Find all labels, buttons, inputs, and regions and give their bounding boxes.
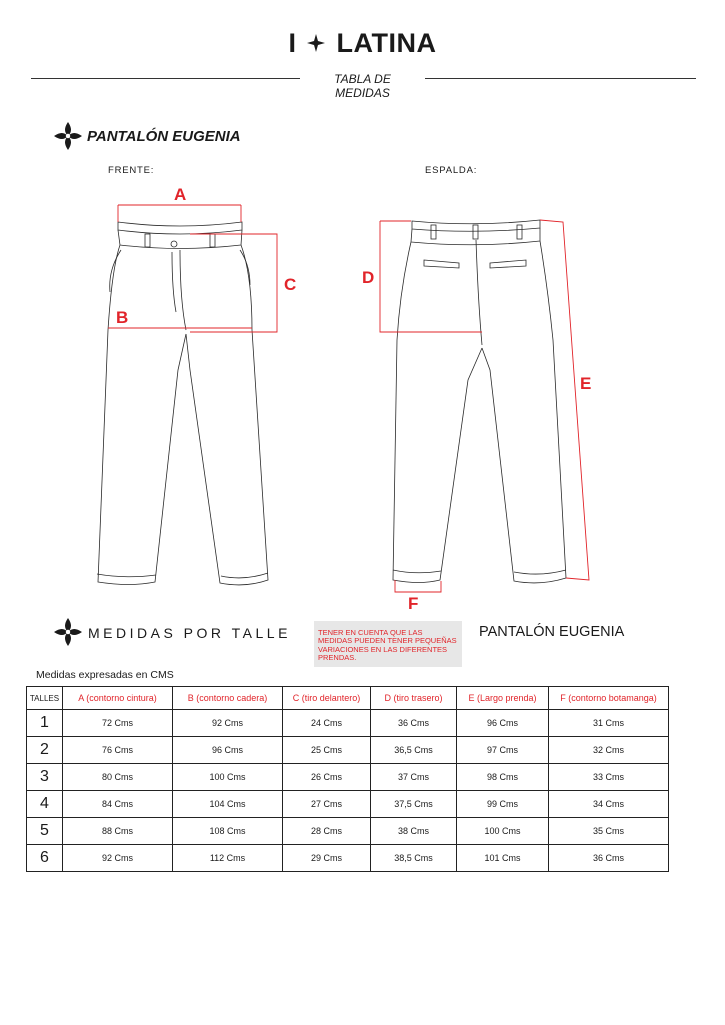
measure-letter-c: C [284, 275, 297, 294]
table-cell: 28 Cms [283, 818, 371, 845]
table-header-cell: TALLES [27, 687, 63, 710]
front-view-drawing [97, 222, 268, 585]
table-cell: 76 Cms [63, 737, 173, 764]
brand-logo [0, 28, 725, 59]
table-cell: 32 Cms [549, 737, 669, 764]
table-cell: 72 Cms [63, 710, 173, 737]
table-cell: 84 Cms [63, 791, 173, 818]
table-cell: 108 Cms [173, 818, 283, 845]
product-name: PANTALÓN EUGENIA [479, 624, 625, 640]
table-row [27, 845, 669, 872]
four-point-star-icon [307, 34, 325, 52]
size-cell: 4 [27, 791, 63, 818]
table-cell: 36 Cms [371, 710, 457, 737]
table-header-cell: E (Largo prenda) [457, 687, 549, 710]
table-cell: 112 Cms [173, 845, 283, 872]
table-cell: 35 Cms [549, 818, 669, 845]
table-cell: 92 Cms [63, 845, 173, 872]
table-cell: 101 Cms [457, 845, 549, 872]
back-measure-guides [380, 220, 592, 592]
size-cell: 1 [27, 710, 63, 737]
back-view-drawing [393, 220, 566, 583]
measure-letter-f: F [408, 594, 419, 613]
table-cell: 37,5 Cms [371, 791, 457, 818]
table-cell: 34 Cms [549, 791, 669, 818]
table-cell: 37 Cms [371, 764, 457, 791]
brand-right: LATINA [336, 28, 437, 58]
table-cell: 97 Cms [457, 737, 549, 764]
table-cell: 36 Cms [549, 845, 669, 872]
table-cell: 36,5 Cms [371, 737, 457, 764]
table-row [27, 818, 669, 845]
measure-letter-e: E [580, 374, 592, 393]
table-cell: 31 Cms [549, 710, 669, 737]
table-row [27, 764, 669, 791]
table-cell: 33 Cms [549, 764, 669, 791]
table-header-cell: F (contorno botamanga) [549, 687, 669, 710]
brand-left: I [288, 28, 297, 58]
size-cell: 5 [27, 818, 63, 845]
size-cell: 6 [27, 845, 63, 872]
table-cell: 92 Cms [173, 710, 283, 737]
table-cell: 100 Cms [173, 764, 283, 791]
page-subtitle [300, 72, 425, 100]
table-row [27, 737, 669, 764]
table-header-row [27, 687, 669, 710]
size-cell: 3 [27, 764, 63, 791]
pants-technical-drawing [0, 175, 725, 615]
sizes-heading: MEDIDAS POR TALLE [88, 625, 291, 641]
table-cell: 26 Cms [283, 764, 371, 791]
quatrefoil-star-icon [53, 121, 83, 151]
table-cell: 38 Cms [371, 818, 457, 845]
table-cell: 100 Cms [457, 818, 549, 845]
table-header-cell: D (tiro trasero) [371, 687, 457, 710]
measure-letter-a: A [174, 185, 187, 204]
table-row [27, 710, 669, 737]
table-cell: 104 Cms [173, 791, 283, 818]
table-cell: 80 Cms [63, 764, 173, 791]
front-label: FRENTE: [108, 165, 155, 176]
table-row [27, 791, 669, 818]
table-cell: 98 Cms [457, 764, 549, 791]
table-cell: 27 Cms [283, 791, 371, 818]
header-rule-right [404, 78, 696, 79]
table-cell: 24 Cms [283, 710, 371, 737]
quatrefoil-star-icon [53, 617, 83, 647]
table-cell: 29 Cms [283, 845, 371, 872]
table-cell: 88 Cms [63, 818, 173, 845]
subtitle-line-2: MEDIDAS [335, 86, 390, 100]
table-cell: 99 Cms [457, 791, 549, 818]
table-cell: 96 Cms [173, 737, 283, 764]
table-cell: 38,5 Cms [371, 845, 457, 872]
subtitle-line-1: TABLA DE [334, 72, 391, 86]
measure-letter-b: B [116, 308, 129, 327]
table-header-cell: A (contorno cintura) [63, 687, 173, 710]
variation-note: TENER EN CUENTA QUE LAS MEDIDAS PUEDEN TENER PEQUEÑAS VARIACIONES EN LAS DIFERENTES PRENDAS. [314, 621, 462, 667]
back-label: ESPALDA: [425, 165, 478, 176]
product-title: PANTALÓN EUGENIA [87, 128, 241, 145]
header-rule-left [31, 78, 319, 79]
table-cell: 25 Cms [283, 737, 371, 764]
table-header-cell: C (tiro delantero) [283, 687, 371, 710]
size-cell: 2 [27, 737, 63, 764]
size-table [26, 686, 669, 872]
table-cell: 96 Cms [457, 710, 549, 737]
table-header-cell: B (contorno cadera) [173, 687, 283, 710]
units-label: Medidas expresadas en CMS [36, 669, 174, 681]
measure-letter-d: D [362, 268, 375, 287]
